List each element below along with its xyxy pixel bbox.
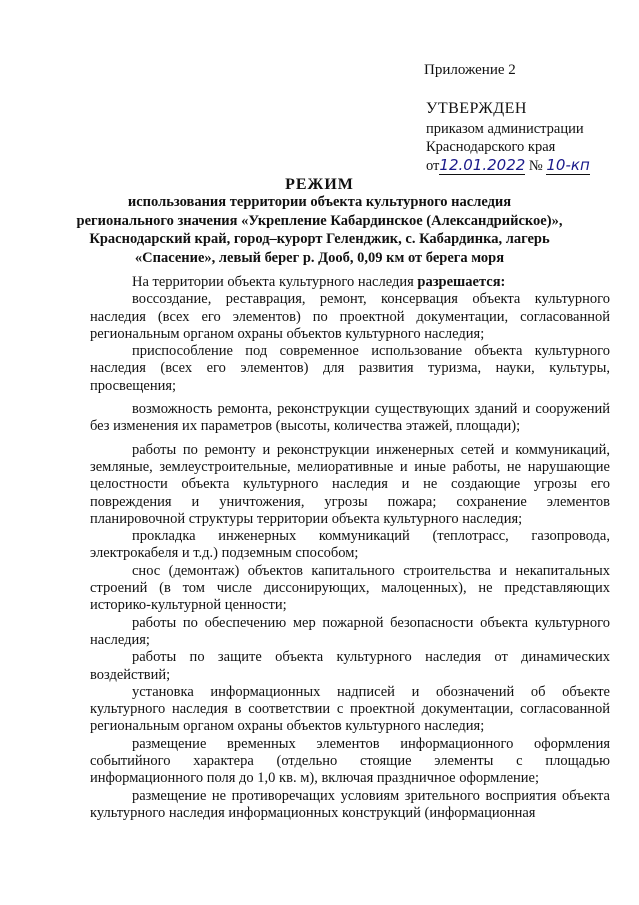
body-paragraph: работы по защите объекта культурного наследия от динамических воздействий;: [90, 649, 610, 683]
body-paragraph: установка информационных надписей и обозначений об объекте культурного наследия в соответствии с проектной документации, согласованной региональным органом охраны объектов культурного наследия;: [90, 683, 610, 735]
order-line-2: Краснодарского края: [426, 139, 556, 155]
appendix-label: Приложение 2: [424, 62, 516, 78]
order-number-prefix: №: [528, 158, 543, 174]
body-paragraph: размещение не противоречащих условиям зрительного восприятия объекта культурного наследия информационных конструкций (информационная: [90, 787, 610, 821]
body-paragraph: прокладка инженерных коммуникаций (теплотрасс, газопровода, электрокабеля и т.д.) подземным способом;: [90, 528, 610, 562]
body-paragraph: снос (демонтаж) объектов капитального строительства и некапитальных строений (в том числе диссонирующих, малоценных), не представляющих историко-культурной ценности;: [90, 562, 610, 614]
body-paragraph: размещение временных элементов информационного оформления событийного характера (отдельно стоящие элементы с площадью информационного поля до 1,0 кв. м), включая праздничное оформление;: [90, 735, 610, 787]
intro-bold: разрешается:: [417, 274, 506, 290]
body-paragraph: возможность ремонта, реконструкции существующих зданий и сооружений без изменения их параметров (высоты, количества этажей, площади);: [90, 401, 610, 435]
body-paragraph: воссоздание, реставрация, ремонт, консервация объекта культурного наследия (всех его элементов) по проектной документации, согласованной региональным органом охраны объектов культурного наследия;: [90, 291, 610, 342]
document-body: [90, 274, 610, 822]
approved-label: УТВЕРЖДЕН: [426, 100, 527, 117]
subtitle-line: «Спасение», левый берег р. Дооб, 0,09 км от берега моря: [134, 249, 505, 266]
body-paragraph: работы по ремонту и реконструкции инженерных сетей и коммуникаций, земляные, землеустроительные, мелиоративные и иные работы, не нарушающие целостности объекта культурного наследия и не создающие угрозы его повреждения и уничтожения, угрозы пожара; сохранение элементов планировочной структуры территории объекта культурного наследия;: [90, 441, 610, 527]
subtitle-line: Краснодарский край, город–курорт Геленджик, с. Кабардинка, лагерь: [89, 231, 550, 247]
intro-text: На территории объекта культурного наследия: [132, 274, 418, 290]
body-paragraph: работы по обеспечению мер пожарной безопасности объекта культурного наследия;: [90, 614, 610, 648]
body-paragraph: приспособление под современное использование объекта культурного наследия (всех его элементов) для развития туризма, науки, культуры, просвещения;: [90, 343, 610, 394]
subtitle-line: регионального значения «Укрепление Кабардинское (Александрийское)»,: [76, 212, 563, 229]
order-date-prefix: от: [426, 158, 440, 174]
order-number: 10-кп: [546, 156, 590, 174]
subtitle-line: использования территории объекта культурного наследия: [127, 194, 512, 210]
document-title: РЕЖИМ: [285, 176, 354, 193]
order-date-number: [426, 156, 590, 175]
intro-paragraph: [90, 274, 610, 291]
document-subtitle: [20, 193, 619, 267]
order-line-1: приказом администрации: [426, 121, 584, 137]
order-date: 12.01.2022: [439, 156, 526, 174]
